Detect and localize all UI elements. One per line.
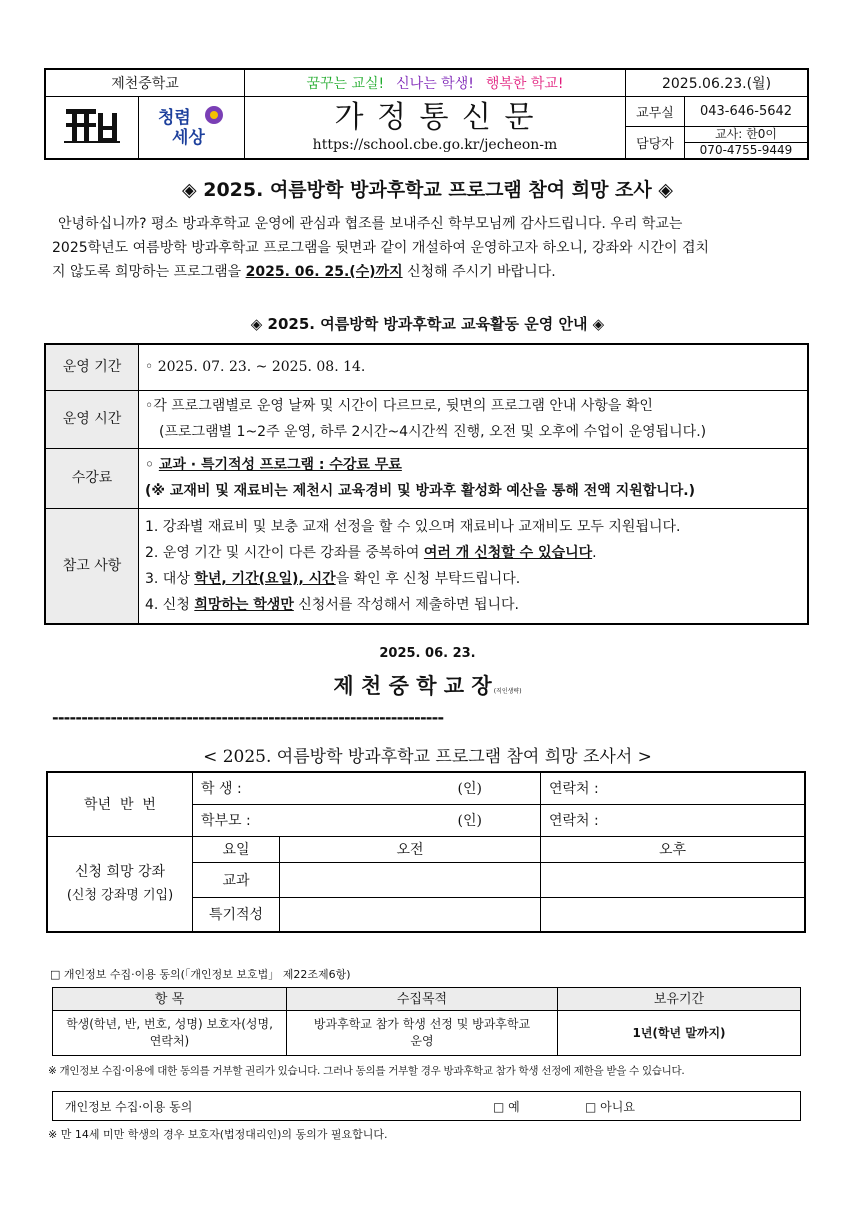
special-afternoon-input[interactable] (541, 897, 806, 932)
privacy-title: □ 개인정보 수집·이용 동의(「개인정보 보호법」 제22조제6항) (50, 968, 351, 981)
privacy-purpose: 방과후학교 참가 학생 선정 및 방과후학교 운영 (287, 1011, 558, 1056)
operation-info-table (44, 343, 809, 625)
form-title: < 2025. 여름방학 방과후학교 프로그램 참여 희망 조사서 > (203, 747, 652, 767)
consent-yes-checkbox[interactable]: □ 예 (493, 1100, 520, 1114)
privacy-notice: ※ 개인정보 수집·이용에 대한 동의를 거부할 권리가 있습니다. 그러나 동의를 거부할 경우 방과후학교 참가 학생 선정에 제한을 받을 수 있습니다. (48, 1065, 685, 1077)
morning-header: 오전 (280, 836, 541, 862)
special-label: 특기적성 (193, 897, 280, 932)
guardian-footnote: ※ 만 14세 미만 학생의 경우 보호자(법정대리인)의 동의가 필요합니다. (48, 1128, 388, 1141)
subject-label: 교과 (193, 862, 280, 897)
issue-date: 2025. 06. 23. (379, 646, 476, 661)
privacy-col-period: 보유기간 (558, 988, 801, 1011)
school-name: 제천중학교 (45, 69, 245, 96)
integrity-logo-icon (152, 101, 232, 149)
consent-label: 개인정보 수집·이용 동의 (65, 1100, 193, 1114)
parent-field[interactable]: 학부모 : (인) (193, 804, 541, 836)
integrity-logo (139, 96, 245, 159)
cut-line: ------------------------------------------------------------------- (52, 708, 444, 727)
period-value: ◦ 2025. 07. 23. ~ 2025. 08. 14. (139, 344, 809, 390)
principal-name: 제 천 중 학 교 장 (333, 674, 492, 698)
svg-text:세상: 세상 (171, 128, 205, 148)
intro-line-3: 지 않도록 희망하는 프로그램을 2025. 06. 25.(수)까지 신청해 주시기 바랍니다. (52, 264, 556, 280)
intro-line-2: 2025학년도 여름방학 방과후학교 프로그램을 뒷면과 같이 개설하여 운영하고자 하오니, 강좌와 시간이 겹치 (52, 240, 710, 256)
slogan-part-1: 꿈꾸는 교실! (306, 75, 385, 92)
slogan-part-3: 행복한 학교! (485, 75, 564, 92)
consent-no-checkbox[interactable]: □ 아니요 (585, 1100, 635, 1114)
privacy-period: 1년(학년 말까지) (558, 1011, 801, 1056)
note-label: 참고 사항 (45, 508, 139, 624)
contact-label: 담당자 (626, 126, 685, 159)
slogan (245, 69, 626, 96)
newsletter-title: 가 정 통 신 문 (334, 100, 536, 135)
slogan-part-2: 신나는 학생! (396, 75, 474, 92)
newsletter-header (44, 68, 809, 160)
fee-value: ◦ 교과 · 특기적성 프로그램 : 수강료 무료 (※ 교재비 및 재료비는 제천시 교육경비 및 방과후 활성화 예산을 통해 전액 지원합니다.) (139, 448, 809, 508)
privacy-table (52, 987, 801, 1056)
office-phone: 043-646-5642 (685, 96, 809, 126)
principal-block (0, 670, 855, 700)
contact-cell (685, 126, 809, 159)
svg-text:청렴: 청렴 (157, 108, 191, 128)
apply-course-label: 신청 희망 강좌 (신청 강좌명 기입) (47, 836, 193, 932)
note-1: 1. 강좌별 재료비 및 보충 교재 선정을 할 수 있으며 재료비나 교재비도 모두 지원됩니다. (145, 518, 681, 535)
teacher-name: 교사: 한0이 (685, 127, 807, 143)
seal-omitted: (직인생략) (493, 688, 522, 695)
grade-class-number-label: 학년 반 번 (47, 772, 193, 836)
note-3: 3. 대상 학년, 기간(요일), 시간을 확인 후 신청 부탁드립니다. (145, 570, 521, 587)
office-label: 교무실 (626, 96, 685, 126)
note-2: 2. 운영 기간 및 시간이 다른 강좌를 중복하여 여러 개 신청할 수 있습니다. (145, 544, 597, 561)
application-form (46, 771, 806, 933)
main-title: ◈ 2025. 여름방학 방과후학교 프로그램 참여 희망 조사 ◈ (182, 179, 673, 201)
note-4: 4. 신청 희망하는 학생만 신청서를 작성해서 제출하면 됩니다. (145, 596, 519, 613)
intro-line-1: 안녕하십니까? 평소 방과후학교 운영에 관심과 협조를 보내주신 학부모님께 감사드립니다. 우리 학교는 (58, 216, 683, 232)
school-logo (45, 96, 139, 159)
period-label: 운영 기간 (45, 344, 139, 390)
special-morning-input[interactable] (280, 897, 541, 932)
student-field[interactable]: 학 생 : (인) (193, 772, 541, 804)
subject-morning-input[interactable] (280, 862, 541, 897)
time-value: ◦각 프로그램별로 운영 날짜 및 시간이 다르므로, 뒷면의 프로그램 안내 사항을 확인 (프로그램별 1~2주 운영, 하루 2시간~4시간씩 진행, 오전 및 오후에 수업이 운영됩니다.) (139, 390, 809, 448)
subject-afternoon-input[interactable] (541, 862, 806, 897)
privacy-col-purpose: 수집목적 (287, 988, 558, 1011)
title-cell (245, 96, 626, 159)
time-label: 운영 시간 (45, 390, 139, 448)
deadline: 2025. 06. 25.(수)까지 (245, 264, 403, 280)
parent-contact-field[interactable]: 연락처 : (541, 804, 806, 836)
fee-label: 수강료 (45, 448, 139, 508)
date-cell: 2025.06.23.(월) (626, 69, 809, 96)
info-title: ◈ 2025. 여름방학 방과후학교 교육활동 운영 안내 ◈ (250, 315, 605, 333)
day-label: 요일 (193, 836, 280, 862)
teacher-phone: 070-4755-9449 (699, 142, 793, 157)
privacy-col-item: 항 목 (53, 988, 287, 1011)
note-list (139, 508, 809, 624)
consent-box (52, 1091, 801, 1121)
student-contact-field[interactable]: 연락처 : (541, 772, 806, 804)
privacy-item: 학생(학년, 반, 번호, 성명) 보호자(성명, 연락처) (53, 1011, 287, 1056)
school-logo-icon (62, 103, 122, 147)
intro-paragraph (52, 212, 808, 284)
afternoon-header: 오후 (541, 836, 806, 862)
school-url[interactable]: https://school.cbe.go.kr/jecheon-m (312, 137, 558, 153)
